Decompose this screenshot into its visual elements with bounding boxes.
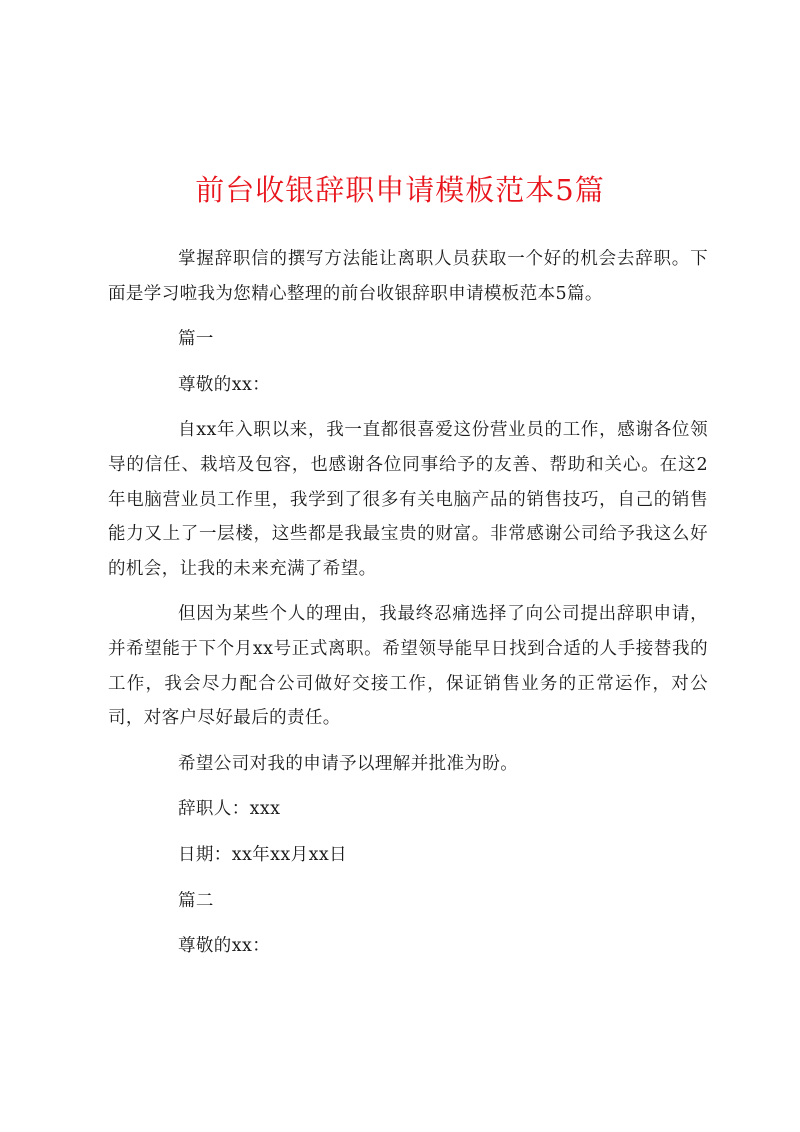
date-line: 日期：xx年xx月xx日: [178, 844, 348, 865]
body-paragraph-2: 但因为某些个人的理由，我最终忍痛选择了向公司提出辞职申请，并希望能于下个月xx号正式离职。希望领导能早日找到合适的人手接替我的工作，我会尽力配合公司做好交接工作，保证销售业务的正常运作，对公司，对客户尽好最后的责任。: [108, 604, 708, 729]
section-heading-2: 篇二: [178, 890, 214, 911]
body-paragraph-1: 自xx年入职以来，我一直都很喜爱这份营业员的工作，感谢各位领导的信任、栽培及包容，也感谢各位同事给予的友善、帮助和关心。在这2年电脑营业员工作里，我学到了很多有关电脑产品的销售技巧，自己的销售能力又上了一层楼，这些都是我最宝贵的财富。非常感谢公司给予我这么好的机会，让我的未来充满了希望。: [108, 420, 708, 579]
intro-paragraph: 掌握辞职信的撰写方法能让离职人员获取一个好的机会去辞职。下面是学习啦我为您精心整理的前台收银辞职申请模板范本5篇。: [108, 249, 708, 304]
document-title: 前台收银辞职申请模板范本5篇: [195, 173, 605, 207]
signature-line: 辞职人：xxx: [178, 799, 281, 820]
document-body: [108, 242, 708, 975]
closing-paragraph: 希望公司对我的申请予以理解并批准为盼。: [178, 753, 519, 774]
salutation-2: 尊敬的xx：: [178, 936, 271, 957]
salutation-1: 尊敬的xx：: [178, 374, 271, 395]
section-heading-1: 篇一: [178, 329, 214, 350]
